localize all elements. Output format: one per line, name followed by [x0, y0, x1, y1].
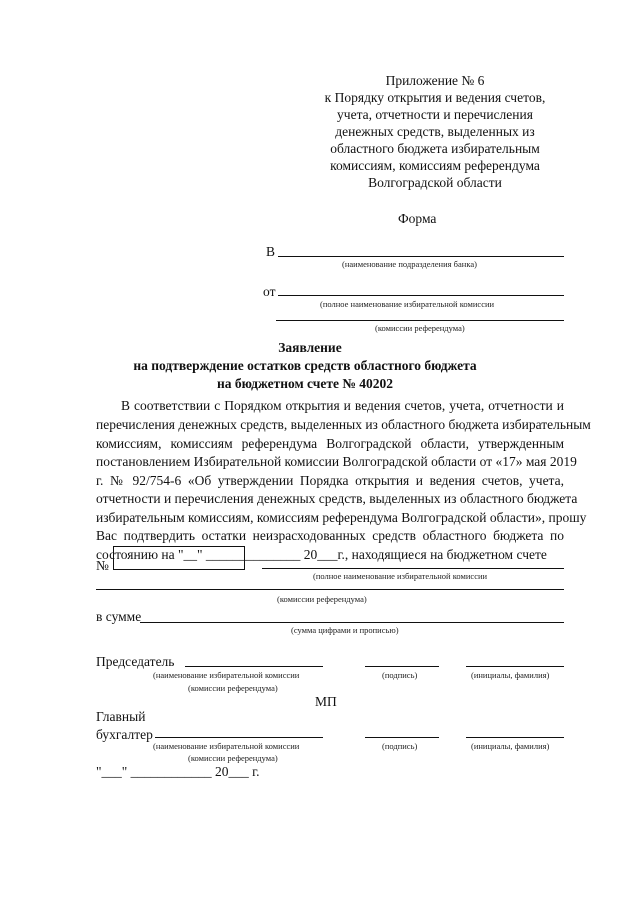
document-title: Заявление [278, 340, 342, 355]
sum-label: в сумме [96, 609, 142, 624]
account-commission-line-2[interactable] [96, 589, 564, 590]
accountant-initials-caption: (инициалы, фамилия) [471, 741, 550, 751]
bank-name-line[interactable] [278, 256, 564, 257]
accountant-signature-caption: (подпись) [382, 741, 418, 751]
chairman-commission-caption: (наименование избирательной комиссии [153, 670, 300, 680]
body-line: отчетности и перечисления денежных средств, выделенных из областного бюджета [96, 491, 578, 506]
appendix-title: Приложение № 6 [385, 73, 485, 88]
chairman-initials-line[interactable] [466, 666, 564, 667]
date-line[interactable]: "___" ____________ 20___ г. [96, 764, 260, 779]
body-line: перечисления денежных средств, выделенных из областного бюджета избирательным [96, 417, 591, 432]
account-commission-line[interactable] [262, 568, 564, 569]
appendix-line: комиссиям, комиссиям референдума [330, 158, 540, 173]
commission-caption-2: (комиссии референдума) [375, 323, 465, 333]
from-prefix: от [263, 284, 276, 299]
sum-caption: (сумма цифрами и прописью) [291, 625, 399, 635]
chairman-commission-line[interactable] [185, 666, 323, 667]
chairman-initials-caption: (инициалы, фамилия) [471, 670, 550, 680]
account-number-prefix: № [96, 558, 109, 573]
accountant-signature-line[interactable] [365, 737, 439, 738]
accountant-label-2: бухгалтер [96, 727, 153, 742]
chairman-signature-line[interactable] [365, 666, 439, 667]
accountant-commission-caption: (наименование избирательной комиссии [153, 741, 300, 751]
commission-name-line-2[interactable] [276, 320, 564, 321]
appendix-line: учета, отчетности и перечисления [337, 107, 533, 122]
chairman-commission-caption-2: (комиссии референдума) [188, 683, 278, 693]
chairman-signature-caption: (подпись) [382, 670, 418, 680]
document-subtitle-2: на бюджетном счете № 40202 [216, 376, 394, 391]
bank-caption: (наименование подразделения банка) [342, 259, 477, 269]
appendix-block [300, 72, 570, 191]
to-prefix: В [266, 244, 276, 259]
sum-line[interactable] [140, 622, 564, 623]
body-line: комиссиям, комиссиям референдума Волгоградской области, утвержденным [96, 436, 564, 451]
chairman-label: Председатель [96, 654, 175, 669]
appendix-line: областного бюджета избирательным [330, 141, 540, 156]
account-number-field[interactable] [113, 546, 245, 570]
account-commission-caption: (полное наименование избирательной комиссии [313, 571, 488, 581]
commission-name-line[interactable] [278, 295, 564, 296]
body-line: Вас подтвердить остатки неизрасходованных средств областного бюджета по [96, 528, 564, 543]
stamp-label: МП [315, 694, 337, 709]
appendix-line: Волгоградской области [368, 175, 502, 190]
form-label: Форма [398, 211, 437, 226]
body-line: избирательным комиссиям, комиссиям референдума Волгоградской области», прошу [96, 510, 587, 525]
accountant-commission-line[interactable] [155, 737, 323, 738]
appendix-line: денежных средств, выделенных из [335, 124, 535, 139]
body-line: В соответствии с Порядком открытия и ведения счетов, учета, отчетности и [121, 398, 564, 413]
accountant-initials-line[interactable] [466, 737, 564, 738]
body-last-line: состоянию на "__" ______________ 20___г., находящиеся на бюджетном счете [96, 547, 547, 562]
body-line: постановлением Избирательной комиссии Волгоградской области от «17» мая 2019 [96, 454, 577, 469]
account-commission-caption-2: (комиссии референдума) [277, 594, 367, 604]
commission-caption: (полное наименование избирательной комиссии [320, 299, 495, 309]
accountant-label: Главный [96, 709, 146, 724]
appendix-line: к Порядку открытия и ведения счетов, [324, 90, 546, 105]
body-line: г. № 92/754-6 «Об утверждении Порядка открытия и ведения счетов, учета, [96, 473, 564, 488]
document-subtitle: на подтверждение остатков средств областного бюджета [133, 358, 477, 373]
accountant-commission-caption-2: (комиссии референдума) [188, 753, 278, 763]
